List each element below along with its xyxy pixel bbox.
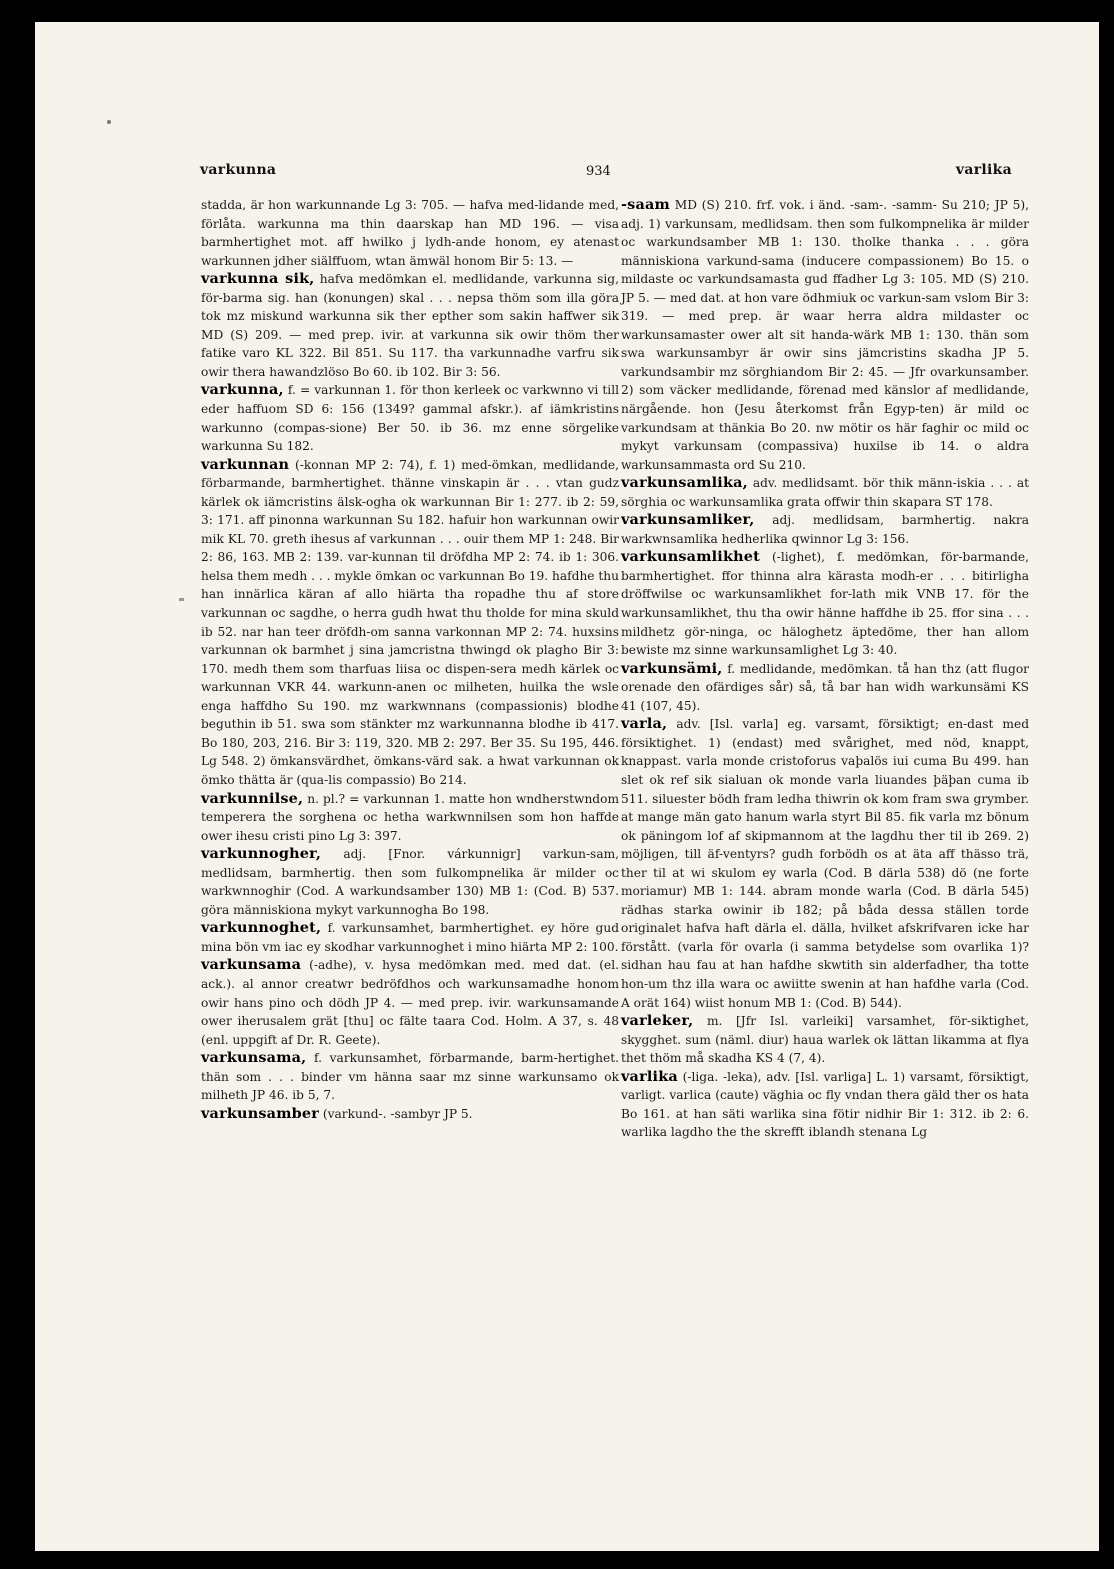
page-number: 934 (586, 164, 611, 179)
headword: varkunnilse, (201, 789, 304, 807)
dictionary-entry (201, 845, 619, 919)
dictionary-entry (621, 548, 1029, 659)
headword: varkunna sik, (201, 270, 315, 288)
dictionary-entry (621, 474, 1029, 511)
left-column (201, 196, 619, 1123)
dictionary-entry (201, 1049, 619, 1105)
entry-text: (-lighet), f. medömkan, för-barmande, barmhertighet. ffor thinna alra kärasta modh-er . . . bitirligha dröffwilse oc warkunsamlikhet for-lath mik VNB 17. för the warkunsamlikhet, thu tha owir hänne haffdhe ib 25. ffor sina . . . mildhetz gör-ninga, oc häloghetz äptedöme, ther han allom bewiste mz sinne warkunsamlighet Lg 3: 40. (621, 550, 1030, 658)
entry-text: f. = varkunnan 1. för thon kerleek oc varkwnno vi till eder haffuom SD 6: 156 (1349? gammal afskr.). af iämkristins warkunno (compas-sione) Ber 50. ib 36. mz enne sörgelike warkunna Su 182. (201, 383, 619, 454)
headword: -saam (621, 196, 670, 213)
entry-text: f. varkunsamhet, förbarmande, barm-hertighet. thän som . . . binder vm hänna saar mz sinne warkunsamo ok milheth JP 46. ib 5, 7. (201, 1051, 620, 1103)
entry-text: (varkund-. -sambyr JP 5. (322, 1106, 473, 1121)
entry-text: n. pl.? = varkunnan 1. matte hon wndherstwndom temperera the sorghena oc hetha warkwnnilsen som hon haffde ower ihesu cristi pino Lg 3: 397. (201, 791, 620, 843)
headword: varkunsamber (201, 1104, 320, 1122)
entry-text: f. varkunsamhet, barmhertighet. ey höre gud mina bön vm iac ey skodhar varkunnoghet i mino hiärta MP 2: 100. (201, 921, 620, 954)
headword: varkunsamlika, (621, 474, 748, 492)
dictionary-entry (621, 511, 1029, 548)
dictionary-page (35, 22, 1099, 1551)
dictionary-entry (201, 1105, 619, 1124)
entry-text: (-konnan MP 2: 74), f. 1) med-ömkan, medlidande, förbarmande, barmhertighet. thänne vinskapin är . . . vtan gudz kärlek ok iämcristins älsk-ogha ok warkunnan Bir 1: 277. ib 2: 59, 3: 171. aff pinonna warkunnan Su 182. hafuir hon warkunnan owir mik KL 70. greth ihesus af varkunnan . . . ouir them MP 1: 248. Bir 2: 86, 163. MB 2: 139. var-kunnan til dröfdha MP 2: 74. ib 1: 306. helsa them medh . . . mykle ömkan oc varkunnan Bo 19. hafdhe thu han innärlica käran af allo hiärta tha ropadhe thu af store varkunnan oc sagdhe, o herra gudh hwat thu tholde for mina skuld ib 52. nar han teer dröfdh-om sanna varkonnan MP 2: 74. huxsins varkunnan ok barmhet j sina jamcristna thwingd ok plagho Bir 3: 170. medh them som tharfuas liisa oc dispen-sera medh kärlek oc warkunnan VKR 44. warkunn-anen oc milheten, huilka the wsle enga haffdho Su 190. mz warkwnnans (compassionis) blodhe beguthin ib 51. swa som stänkter mz warkunnanna blodhe ib 417. Bo 180, 203, 216. Bir 3: 119, 320. MB 2: 297. Ber 35. Su 195, 446. Lg 548. 2) ömkansvärdhet, ömkans-värd sak. a hwat varkunnan ok ömko thätta är (qua-lis compassio) Bo 214. (201, 457, 619, 787)
entry-text: hafva medömkan el. medlidande, varkunna sig, för-barma sig. han (konungen) skal . . . nepsa thöm som illa göra tok mz miskund warkunna sik ther epther som sakin haffwer sik MD (S) 209. — med prep. ivir. at varkunna sik owir thöm ther fatike varo KL 322. Bil 851. Su 117. tha varkunnadhe varfru sik owir thera hawandzlöso Bo 60. ib 102. Bir 3: 56. (201, 272, 619, 379)
dictionary-entry (201, 196, 619, 270)
print-speck (107, 120, 111, 124)
dictionary-entry (621, 196, 1029, 474)
entry-text: m. [Jfr Isl. varleiki] varsamhet, för-siktighet, skygghet. sum (näml. diur) haua warlek ok lättan likamma at flya thet thöm må skadha KS 4 (7, 4). (621, 1014, 1030, 1066)
entry-text: MD (S) 210. frf. vok. i änd. -sam-. -samm- Su 210; JP 5), adj. 1) varkunsam, medlidsam. then som fulkompnelika är milder oc warkundsamber MB 1: 130. tholke thanka . . . göra människiona varkund-sama (inducere compassionem) Bo 15. o mildaste oc varkundsamasta gud ffadher Lg 3: 105. MD (S) 210. JP 5. — med dat. at hon vare ödhmiuk oc varkun-sam vslom Bir 3: 319. — med prep. är waar herra aldra mildaster oc warkunsamaster ower alt sit handa-wärk MB 1: 130. thän som swa warkunsambyr är owir sins jämcristins skadha JP 5. varkundsambir mz sörghiandom Bir 2: 45. — Jfr ovarkunsamber. 2) som väcker medlidande, förenad med känslor af medlidande, närgående. hon (Jesu återkomst från Egyp-ten) är mild oc varkundsam at thänkia Bo 20. nw mötir os här faghir oc mild oc mykyt varkunsam (compassiva) huxilse ib 14. o aldra warkunsammasta ord Su 210. (621, 198, 1029, 472)
dictionary-entry (621, 660, 1029, 716)
right-column (621, 196, 1029, 1142)
headword: varkunnogher, (201, 845, 322, 863)
dictionary-entry (201, 270, 619, 381)
headword: varkunnoghet, (201, 919, 322, 937)
headword: varkunnan (201, 455, 290, 473)
dictionary-entry (201, 790, 619, 846)
entry-text: f. medlidande, medömkan. tå han thz (att flugor orenade den ofärdiges sår) så, tå bar han widh warkunsämi KS 41 (107, 45). (621, 661, 1029, 713)
headword: varkunsama, (201, 1049, 307, 1067)
dictionary-entry (621, 715, 1029, 1012)
entry-text: adj. [Fnor. várkunnigr] varkun-sam, medlidsam, barmhertig. then som fulkompnelika är milder oc warkwnnoghir (Cod. A warkundsamber 130) MB 1: (Cod. B) 537. göra människiona mykyt varkunnogha Bo 198. (201, 847, 620, 917)
running-head-right: varlika (955, 162, 1012, 178)
headword: varkunsämi, (621, 659, 723, 677)
dictionary-entry (201, 456, 619, 790)
headword: varkunsamlikhet (621, 548, 760, 566)
headword: varkunna, (201, 381, 284, 399)
headword: varlika (621, 1067, 678, 1085)
dictionary-entry (621, 1012, 1029, 1068)
entry-text: adj. medlidsam, barmhertig. nakra warkwnsamlika hedherlika qwinnor Lg 3: 156. (621, 513, 1030, 546)
dictionary-entry (201, 919, 619, 956)
running-head-left: varkunna (200, 162, 277, 178)
dictionary-entry (621, 1068, 1029, 1142)
headword: varkunsama (201, 956, 302, 974)
page-header (200, 162, 1012, 182)
headword: varleker, (621, 1012, 694, 1030)
margin-mark (179, 598, 184, 601)
entry-text: (-adhe), v. hysa medömkan med. med dat. (el. ack.). al annor creatwr bedröfdhos och warkunsamadhe honom owir hans pino och dödh JP 4. — med prep. ivir. warkunsamande ower iherusalem grät [thu] oc fälte taara Cod. Holm. A 37, s. 48 (enl. uppgift af Dr. R. Geete). (201, 958, 619, 1047)
headword: varkunsamliker, (621, 511, 755, 529)
entry-text: adv. medlidsamt. bör thik männ-iskia . . . at sörghia oc warkunsamlika grata offwir thin skapara ST 178. (621, 476, 1030, 509)
dictionary-entry (201, 381, 619, 455)
dictionary-entry (201, 956, 619, 1049)
entry-text: (-liga. -leka), adv. [Isl. varliga] L. 1) varsamt, försiktigt, varligt. varlica (caute) väghia oc fly vndan thera gäld ther os hata Bo 161. at han säti warlika sina fötir nidhir Bir 1: 312. ib 2: 6. warlika lagdho the the skrefft iblandh stenana Lg (621, 1069, 1029, 1140)
entry-text: stadda, är hon warkunnande Lg 3: 705. — hafva med-lidande med, förlåta. warkunna ma thin daarskap han MD 196. — visa barmhertighet mot. aff hwilko j lydh-ande honom, ey atenast warkunnen jdher siälffuom, wtan ämwäl honom Bir 5: 13. — (201, 198, 619, 268)
entry-text: adv. [Isl. varla] eg. varsamt, försiktigt; en-dast med försiktighet. 1) (endast) med svårighet, med nöd, knappt, knappast. varla monde cristoforus vaþalös iui cuma Bu 499. han slet ok ref sik sialuan ok monde varla liuandes þäþan cuma ib 511. siluester bödh fram ledha thiwrin ok kom fram swa grymber. at mange män gato hanum warla styrt Bil 85. fik varla mz bönum ok päningom lof af skipmannom at the lagdhu ther til ib 269. 2) möjligen, till äf-ventyrs? gudh forbödh os at äta aff thässo trä, ther til at wi skulom ey warla (Cod. B därla 538) dö (ne forte moriamur) MB 1: 144. abram monde warla (Cod. B därla 545) rädhas starka owinir ib 182; på båda dessa ställen torde originalet hafva haft därla el. dälla, hvilket afskrifvaren icke har förstått. (varla för ovarla (i samma betydelse som ovarlika 1)? sidhan hau fau at han hafdhe skwtith sin alderfadher, tha totte hon-um thz illa wara oc awiitte swenin at han hafdhe varla (Cod. A orät 164) wiist honum MB 1: (Cod. B) 544). (621, 717, 1029, 1010)
headword: varla, (621, 715, 668, 733)
